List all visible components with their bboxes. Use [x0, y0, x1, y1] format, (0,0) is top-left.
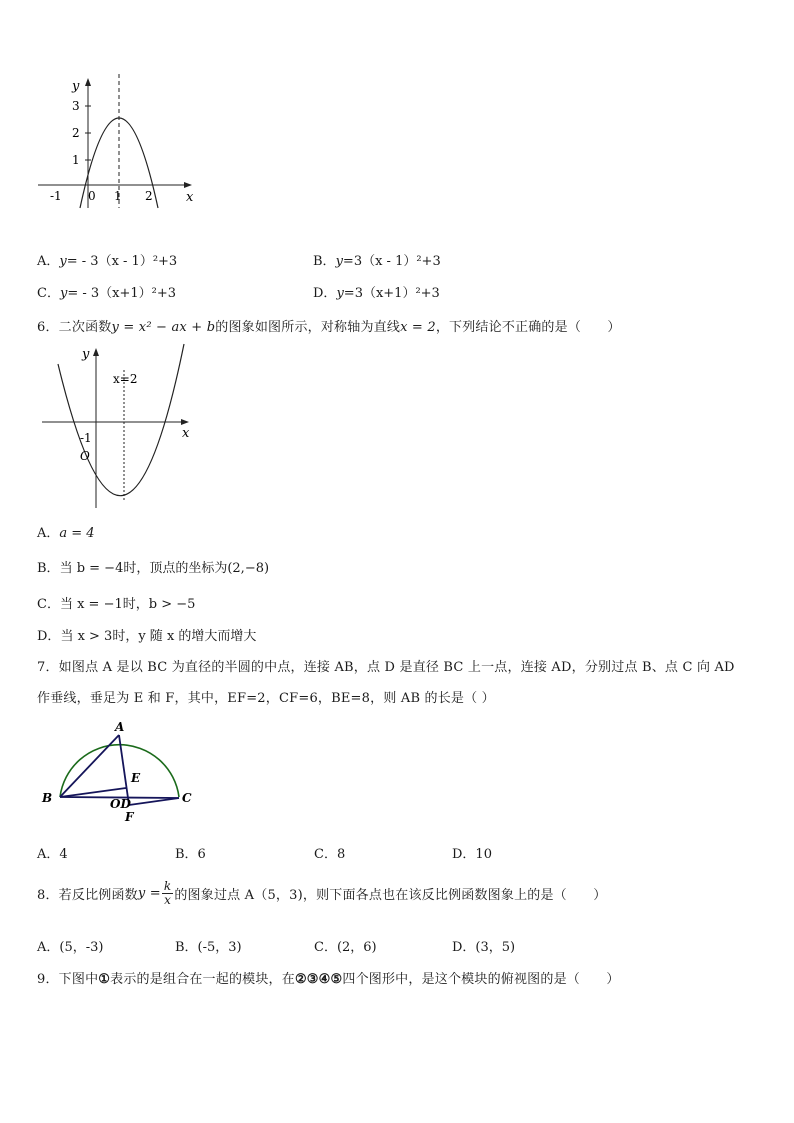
q8-option-c[interactable]: C．(2，6) [314, 940, 377, 955]
q8-option-a[interactable]: A．(5，-3) [37, 940, 104, 955]
q5-option-b[interactable]: B．y=3（x - 1）²+3 [313, 254, 441, 269]
segment-ab [60, 735, 119, 797]
parabola-figure-2 [36, 342, 196, 510]
x-axis-arrow [184, 182, 192, 188]
q8-y-eq: y = [137, 886, 161, 901]
q8-option-d[interactable]: D．(3，5) [452, 940, 516, 955]
x-tick-neg1: -1 [50, 189, 62, 203]
symmetry-axis-label: x=2 [113, 372, 138, 386]
q8-question: 8．若反比例函数y = $\frac{k}{x}$ 的图象过点 A（5，3)，则下面各点也在该反比例函数图象上的是（ ） [37, 879, 607, 907]
point-e-label: E [131, 771, 141, 785]
y-axis-label: y [82, 347, 90, 362]
q8-option-b[interactable]: B．(-5，3) [175, 940, 242, 955]
q7-question-line1: 7．如图点 A 是以 BC 为直径的半圆的中点，连接 AB，点 D 是直径 BC 上一点，连接 AD，分别过点 B、点 C 向 AD [37, 660, 735, 675]
point-b-label: B [42, 791, 53, 805]
point-c-label: C [182, 791, 192, 805]
segment-cf [129, 798, 179, 805]
q6-option-d[interactable]: D．当 x > 3时，y 随 x 的增大而增大 [37, 629, 257, 644]
q6-question: 6．二次函数y = x² − ax + b的图象如图所示，对称轴为直线x = 2，下列结论不正确的是（ ） [37, 320, 621, 335]
q8-fraction: $\frac{k}{x}$ [163, 879, 172, 907]
y-tick-1: 1 [72, 153, 80, 167]
x-axis-label: x [182, 426, 190, 441]
q6-formula: y = x² − ax + b [111, 320, 216, 335]
x-tick-0: 0 [88, 189, 96, 203]
segment-be [60, 788, 126, 797]
q9-question: 9．下图中①表示的是组合在一起的模块，在②③④⑤四个图形中，是这个模块的俯视图的是（ ） [37, 972, 620, 987]
parabola-figure-1 [30, 70, 205, 210]
origin-label: O [80, 449, 90, 463]
q6-option-a[interactable]: A．a = 4 [37, 526, 95, 541]
option-letter: A． [37, 254, 60, 269]
point-od-label: OD [110, 797, 131, 811]
q7-option-c[interactable]: C．8 [314, 847, 346, 862]
y-tick-3: 3 [72, 99, 80, 113]
q7-option-a[interactable]: A．4 [37, 847, 68, 862]
y-axis-arrow [85, 78, 91, 86]
q6-option-c[interactable]: C．当 x = −1时，b > −5 [37, 597, 196, 612]
x-tick-2: 2 [145, 189, 153, 203]
q7-question-line2: 作垂线，垂足为 E 和 F，其中，EF=2，CF=6，BE=8，则 AB 的长是（ ） [37, 691, 495, 706]
point-f-label: F [125, 810, 134, 824]
q6-axis-eq: x = 2 [400, 320, 436, 335]
y-axis-label: y [72, 79, 80, 94]
x-tick-1: 1 [114, 189, 122, 203]
parabola-curve [58, 344, 184, 496]
q6-option-b[interactable]: B．当 b = −4时，顶点的坐标为(2,−8) [37, 561, 270, 576]
minus-one-label: -1 [80, 431, 92, 445]
q5-option-c[interactable]: C．y= - 3（x+1）²+3 [37, 286, 177, 301]
y-tick-2: 2 [72, 126, 80, 140]
q5-option-a[interactable]: A．y= - 3（x - 1）²+3 [37, 254, 178, 269]
q5-option-d[interactable]: D．y=3（x+1）²+3 [313, 286, 440, 301]
point-a-label: A [115, 720, 125, 734]
semicircle-figure [36, 718, 206, 826]
q7-option-b[interactable]: B．6 [175, 847, 206, 862]
q7-option-d[interactable]: D．10 [452, 847, 492, 862]
x-axis-label: x [186, 190, 194, 205]
